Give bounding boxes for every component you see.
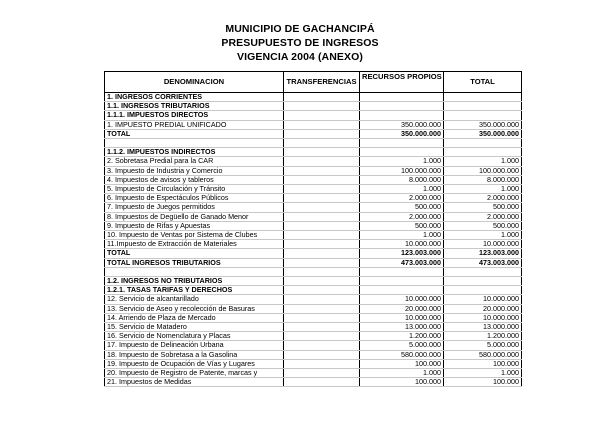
vigencia-title: VIGENCIA 2004 (ANEXO) [237, 51, 363, 63]
row-label: TOTAL INGRESOS TRIBUTARIOS [105, 258, 284, 267]
row-total: 13.000.000 [444, 323, 522, 332]
row-total [444, 286, 522, 295]
row-recursos-propios: 13.000.000 [360, 323, 444, 332]
row-recursos-propios: 350.000.000 [360, 120, 444, 129]
row-label: 4. Impuestos de avisos y tableros [105, 175, 284, 184]
row-recursos-propios: 100.000 [360, 378, 444, 387]
row-transferencias [284, 323, 360, 332]
table-row [105, 139, 522, 148]
row-recursos-propios: 1.200.000 [360, 332, 444, 341]
row-total: 1.000 [444, 231, 522, 240]
row-recursos-propios: 2.000.000 [360, 194, 444, 203]
row-recursos-propios: 350.000.000 [360, 129, 444, 138]
row-transferencias [284, 231, 360, 240]
table-row [105, 93, 522, 102]
row-total: 10.000.000 [444, 240, 522, 249]
row-recursos-propios: 1.000 [360, 231, 444, 240]
row-label: TOTAL [105, 249, 284, 258]
table-row [105, 323, 522, 332]
row-label: 1. INGRESOS CORRIENTES [105, 93, 284, 102]
row-transferencias [284, 148, 360, 157]
table-row [105, 148, 522, 157]
row-total: 100.000 [444, 378, 522, 387]
row-label: 14. Arriendo de Plaza de Mercado [105, 313, 284, 322]
row-recursos-propios [360, 111, 444, 120]
row-transferencias [284, 313, 360, 322]
row-label: 1.1. INGRESOS TRIBUTARIOS [105, 102, 284, 111]
row-transferencias [284, 378, 360, 387]
row-label: 16. Servicio de Nomenclatura y Placas [105, 332, 284, 341]
row-total: 350.000.000 [444, 120, 522, 129]
row-recursos-propios: 10.000.000 [360, 295, 444, 304]
row-total: 5.000.000 [444, 341, 522, 350]
row-transferencias [284, 129, 360, 138]
table-row [105, 102, 522, 111]
row-label: 3. Impuesto de Industria y Comercio [105, 166, 284, 175]
row-recursos-propios: 500.000 [360, 203, 444, 212]
table-row [105, 203, 522, 212]
row-transferencias [284, 221, 360, 230]
row-recursos-propios: 2.000.000 [360, 212, 444, 221]
table-body [105, 93, 522, 387]
row-label: 5. Impuesto de Circulación y Tránsito [105, 185, 284, 194]
row-total: 10.000.000 [444, 313, 522, 322]
table-row [105, 120, 522, 129]
row-label: 20. Impuesto de Registro de Patente, marcas y [105, 369, 284, 378]
table-row [105, 111, 522, 120]
table-row [105, 277, 522, 286]
row-recursos-propios: 1.000 [360, 369, 444, 378]
row-transferencias [284, 277, 360, 286]
budget-title: PRESUPUESTO DE INGRESOS [221, 37, 379, 49]
row-total: 100.000 [444, 359, 522, 368]
row-recursos-propios: 100.000.000 [360, 166, 444, 175]
row-total: 123.003.000 [444, 249, 522, 258]
row-transferencias [284, 350, 360, 359]
row-total: 500.000 [444, 203, 522, 212]
row-total: 350.000.000 [444, 129, 522, 138]
table-row [105, 240, 522, 249]
row-total [444, 148, 522, 157]
row-total: 100.000.000 [444, 166, 522, 175]
row-transferencias [284, 304, 360, 313]
row-recursos-propios: 5.000.000 [360, 341, 444, 350]
header-total: TOTAL [444, 72, 522, 93]
row-label: 10. Impuesto de Ventas por Sistema de Clubes [105, 231, 284, 240]
table-row [105, 341, 522, 350]
row-label: 7. Impuesto de Juegos permitidos [105, 203, 284, 212]
table-row [105, 221, 522, 230]
header-recursos-propios: RECURSOS PROPIOS [360, 72, 444, 93]
table-row [105, 359, 522, 368]
table-row [105, 378, 522, 387]
row-label: 1. IMPUESTO PREDIAL UNIFICADO [105, 120, 284, 129]
municipality-title: MUNICIPIO DE GACHANCIPÁ [225, 23, 375, 35]
row-transferencias [284, 166, 360, 175]
row-transferencias [284, 286, 360, 295]
row-total: 1.200.000 [444, 332, 522, 341]
row-total: 2.000.000 [444, 194, 522, 203]
row-transferencias [284, 111, 360, 120]
row-label: 1.2.1. TASAS TARIFAS Y DERECHOS [105, 286, 284, 295]
row-total [444, 93, 522, 102]
row-recursos-propios: 1.000 [360, 157, 444, 166]
row-label: 6. Impuesto de Espectáculos Públicos [105, 194, 284, 203]
row-label: 1.1.2. IMPUESTOS INDIRECTOS [105, 148, 284, 157]
row-total: 8.000.000 [444, 175, 522, 184]
row-total: 10.000.000 [444, 295, 522, 304]
row-transferencias [284, 295, 360, 304]
row-label: 17. Impuesto de Delineación Urbana [105, 341, 284, 350]
document-title [0, 22, 600, 64]
row-total: 500.000 [444, 221, 522, 230]
table-row [105, 175, 522, 184]
table-row [105, 157, 522, 166]
row-transferencias [284, 157, 360, 166]
row-transferencias [284, 369, 360, 378]
table-row [105, 332, 522, 341]
row-transferencias [284, 267, 360, 276]
row-transferencias [284, 332, 360, 341]
row-transferencias [284, 341, 360, 350]
row-total: 2.000.000 [444, 212, 522, 221]
row-total [444, 139, 522, 148]
row-transferencias [284, 93, 360, 102]
table-row [105, 231, 522, 240]
table-row [105, 194, 522, 203]
row-transferencias [284, 175, 360, 184]
table-row [105, 267, 522, 276]
row-label: 13. Servicio de Aseo y recolección de Basuras [105, 304, 284, 313]
row-recursos-propios [360, 277, 444, 286]
row-label: 9. Impuesto de Rifas y Apuestas [105, 221, 284, 230]
row-recursos-propios: 1.000 [360, 185, 444, 194]
row-recursos-propios: 473.003.000 [360, 258, 444, 267]
row-recursos-propios [360, 267, 444, 276]
table-row [105, 129, 522, 138]
row-label: 11.Impuesto de Extracción de Materiales [105, 240, 284, 249]
row-transferencias [284, 139, 360, 148]
row-label: 15. Servicio de Matadero [105, 323, 284, 332]
row-label: 8. Impuestos de Degüello de Ganado Menor [105, 212, 284, 221]
row-recursos-propios [360, 102, 444, 111]
table-row [105, 258, 522, 267]
row-recursos-propios [360, 286, 444, 295]
row-label: 19. Impuesto de Ocupación de Vías y Lugares [105, 359, 284, 368]
row-transferencias [284, 258, 360, 267]
budget-table [104, 71, 522, 387]
row-total [444, 277, 522, 286]
table-row [105, 212, 522, 221]
row-label: 21. Impuestos de Medidas [105, 378, 284, 387]
table-row [105, 286, 522, 295]
row-transferencias [284, 102, 360, 111]
row-transferencias [284, 359, 360, 368]
row-recursos-propios: 580.000.000 [360, 350, 444, 359]
row-label: 1.1.1. IMPUESTOS DIRECTOS [105, 111, 284, 120]
table-row [105, 304, 522, 313]
header-transferencias: TRANSFERENCIAS [284, 72, 360, 93]
row-recursos-propios: 10.000.000 [360, 240, 444, 249]
table-row [105, 295, 522, 304]
row-recursos-propios: 500.000 [360, 221, 444, 230]
row-recursos-propios [360, 139, 444, 148]
row-label: 2. Sobretasa Predial para la CAR [105, 157, 284, 166]
table-row [105, 350, 522, 359]
row-label: TOTAL [105, 129, 284, 138]
row-label [105, 267, 284, 276]
row-label [105, 139, 284, 148]
row-label: 12. Servicio de alcantarillado [105, 295, 284, 304]
row-transferencias [284, 185, 360, 194]
row-total: 473.003.000 [444, 258, 522, 267]
row-recursos-propios: 10.000.000 [360, 313, 444, 322]
row-total: 580.000.000 [444, 350, 522, 359]
row-recursos-propios [360, 93, 444, 102]
table-header-row [105, 72, 522, 93]
table-row [105, 313, 522, 322]
header-denominacion: DENOMINACION [105, 72, 284, 93]
row-label: 1.2. INGRESOS NO TRIBUTARIOS [105, 277, 284, 286]
row-total: 1.000 [444, 185, 522, 194]
table-row [105, 185, 522, 194]
row-transferencias [284, 212, 360, 221]
table-row [105, 369, 522, 378]
row-recursos-propios: 123.003.000 [360, 249, 444, 258]
row-total: 20.000.000 [444, 304, 522, 313]
row-total [444, 111, 522, 120]
row-recursos-propios: 20.000.000 [360, 304, 444, 313]
row-total [444, 102, 522, 111]
table-row [105, 166, 522, 175]
row-transferencias [284, 240, 360, 249]
row-transferencias [284, 203, 360, 212]
table-row [105, 249, 522, 258]
row-recursos-propios [360, 148, 444, 157]
row-total [444, 267, 522, 276]
row-recursos-propios: 100.000 [360, 359, 444, 368]
row-transferencias [284, 120, 360, 129]
row-transferencias [284, 249, 360, 258]
row-total: 1.000 [444, 369, 522, 378]
row-total: 1.000 [444, 157, 522, 166]
row-recursos-propios: 8.000.000 [360, 175, 444, 184]
row-label: 18. Impuesto de Sobretasa a la Gasolina [105, 350, 284, 359]
row-transferencias [284, 194, 360, 203]
